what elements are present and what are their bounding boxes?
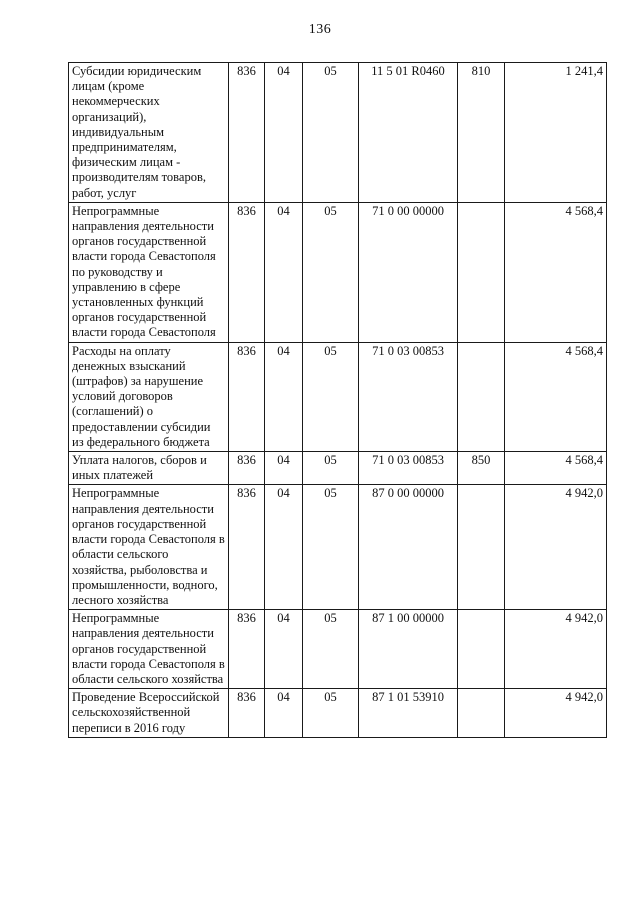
- page-number: 136: [308, 22, 332, 37]
- chief-administrator-code: 836: [229, 610, 265, 689]
- amount: 4 942,0: [505, 689, 607, 738]
- section-code: 04: [265, 452, 303, 485]
- section-code: 04: [265, 342, 303, 451]
- amount: 4 942,0: [505, 485, 607, 610]
- subsection-code: 05: [303, 342, 359, 451]
- item-name: Проведение Всероссийской сельскохозяйственной переписи в 2016 году: [69, 689, 229, 738]
- subsection-code: 05: [303, 610, 359, 689]
- expense-type-code: 850: [458, 452, 505, 485]
- chief-administrator-code: 836: [229, 202, 265, 342]
- subsection-code: 05: [303, 452, 359, 485]
- amount: 4 942,0: [505, 610, 607, 689]
- table-row: [69, 202, 607, 342]
- table-row: [69, 610, 607, 689]
- table-row: [69, 689, 607, 738]
- table-row: [69, 342, 607, 451]
- chief-administrator-code: 836: [229, 63, 265, 203]
- target-article-code: 71 0 03 00853: [359, 452, 458, 485]
- expense-type-code: [458, 485, 505, 610]
- item-name: Расходы на оплату денежных взысканий (штрафов) за нарушение условий договоров (соглашений) о предоставлении субсидии из федерального бюджета: [69, 342, 229, 451]
- table-row: [69, 485, 607, 610]
- section-code: 04: [265, 202, 303, 342]
- section-code: 04: [265, 485, 303, 610]
- chief-administrator-code: 836: [229, 342, 265, 451]
- expense-type-code: [458, 610, 505, 689]
- table-row: [69, 63, 607, 203]
- item-name: Непрограммные направления деятельности органов государственной власти города Севастополя в области сельского хозяйства: [69, 610, 229, 689]
- item-name: Субсидии юридическим лицам (кроме некоммерческих организаций), индивидуальным предпринимателям, физическим лицам - производителям товаров, работ, услуг: [69, 63, 229, 203]
- target-article-code: 87 0 00 00000: [359, 485, 458, 610]
- item-name: Непрограммные направления деятельности органов государственной власти города Севастополя в области сельского хозяйства, рыболовства и промышленности, водного, лесного хозяйства: [69, 485, 229, 610]
- subsection-code: 05: [303, 202, 359, 342]
- budget-table: [68, 62, 607, 738]
- expense-type-code: [458, 202, 505, 342]
- target-article-code: 87 1 01 53910: [359, 689, 458, 738]
- target-article-code: 71 0 00 00000: [359, 202, 458, 342]
- chief-administrator-code: 836: [229, 452, 265, 485]
- table-row: [69, 452, 607, 485]
- chief-administrator-code: 836: [229, 689, 265, 738]
- target-article-code: 71 0 03 00853: [359, 342, 458, 451]
- section-code: 04: [265, 63, 303, 203]
- expense-type-code: [458, 689, 505, 738]
- target-article-code: 11 5 01 R0460: [359, 63, 458, 203]
- subsection-code: 05: [303, 689, 359, 738]
- expense-type-code: 810: [458, 63, 505, 203]
- amount: 4 568,4: [505, 202, 607, 342]
- section-code: 04: [265, 689, 303, 738]
- item-name: Уплата налогов, сборов и иных платежей: [69, 452, 229, 485]
- subsection-code: 05: [303, 485, 359, 610]
- item-name: Непрограммные направления деятельности органов государственной власти города Севастополя по руководству и управлению в сфере установленных функций органов государственной власти города Севастополя: [69, 202, 229, 342]
- amount: 4 568,4: [505, 452, 607, 485]
- amount: 1 241,4: [505, 63, 607, 203]
- section-code: 04: [265, 610, 303, 689]
- chief-administrator-code: 836: [229, 485, 265, 610]
- expense-type-code: [458, 342, 505, 451]
- subsection-code: 05: [303, 63, 359, 203]
- amount: 4 568,4: [505, 342, 607, 451]
- target-article-code: 87 1 00 00000: [359, 610, 458, 689]
